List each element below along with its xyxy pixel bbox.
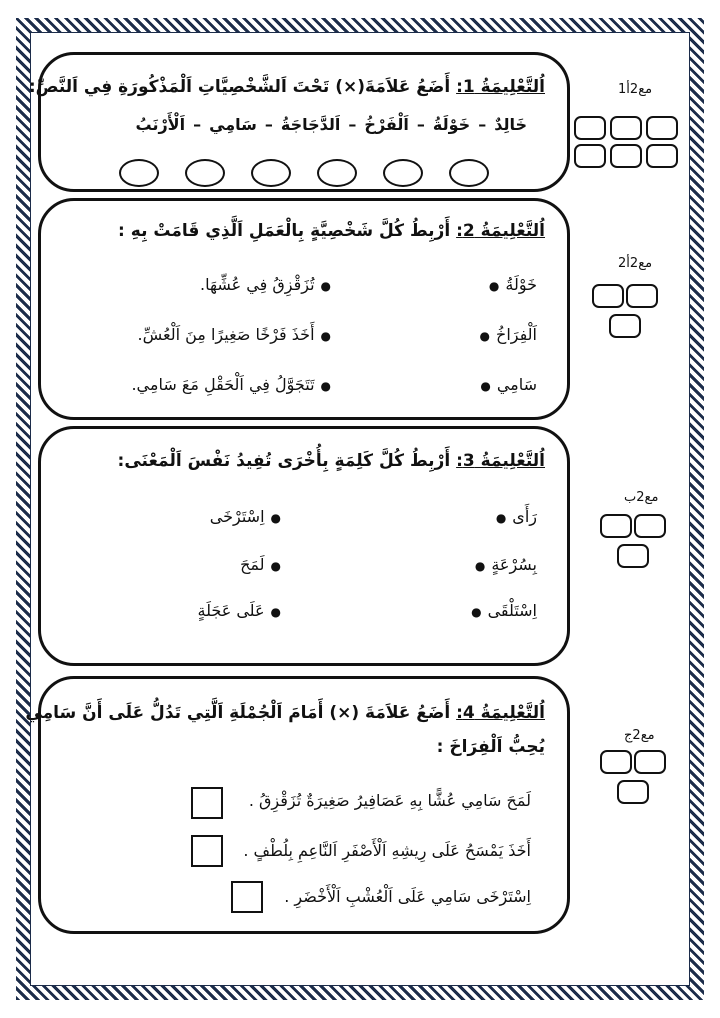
grading-cell[interactable] [600, 750, 632, 774]
exercise-2-panel [38, 198, 570, 420]
bullet-icon[interactable]: ● [471, 605, 482, 619]
match-text: لَمَحَ [240, 555, 265, 574]
character-names [136, 115, 528, 134]
match-right-item [240, 555, 287, 574]
bullet-icon[interactable]: ● [495, 511, 507, 525]
match-text: سَامِي [496, 375, 537, 394]
criterion-code: مع2أ1 [618, 82, 653, 97]
bullet-icon[interactable]: ● [320, 279, 331, 293]
character-name: خَالِدٌ [494, 115, 527, 134]
sentence-option: اِسْتَرْخَى سَامِي عَلَى اَلْعُشْبِ اَلْأَخْضَرِ . [284, 887, 531, 906]
criterion-code: مع2ب [624, 490, 659, 505]
match-left-item [465, 601, 537, 620]
grading-cell[interactable] [600, 514, 632, 538]
exercise-3-instruction: أَرْبِطُ كُلَّ كَلِمَةٍ بِأُخْرَى تُفِيدُ نَفْسَ اَلْمَعْنَى: [117, 451, 451, 471]
match-right-item [210, 507, 287, 526]
match-left-item [474, 375, 537, 394]
match-text: تُزَقْزِقُ فِي عُشِّهَا. [200, 275, 315, 294]
bullet-icon[interactable]: ● [480, 379, 491, 393]
criterion-code: مع2أ2 [618, 256, 653, 271]
match-text: اِسْتَلْقَى [487, 601, 537, 620]
name-separator: – [348, 115, 357, 134]
match-text: اِسْتَرْخَى [209, 507, 265, 526]
exercise-1-label: اُلتَّعْلِيمَةُ 1: [456, 77, 545, 97]
match-left-item [483, 275, 537, 294]
match-text: أَخَذَ فَرْخًا صَغِيرًا مِنَ اَلْعُشِّ. [137, 325, 315, 344]
match-right-item [131, 375, 337, 394]
exercise-1-title [29, 77, 545, 97]
match-text: خَوْلَةُ [505, 275, 537, 294]
grading-cell[interactable] [634, 514, 666, 538]
exercise-3-label: اُلتَّعْلِيمَةُ 3: [456, 451, 545, 471]
match-text: تَتَجَوَّلُ فِي اَلْحَقْلِ مَعَ سَامِي. [131, 375, 315, 394]
answer-checkbox[interactable] [191, 787, 223, 819]
exercise-4-title [25, 703, 545, 723]
match-text: عَلَى عَجَلَةٍ [197, 601, 265, 620]
answer-circles [119, 159, 489, 187]
bullet-icon[interactable]: ● [270, 511, 281, 525]
grading-cell[interactable] [574, 144, 606, 168]
grading-cell[interactable] [609, 314, 641, 338]
match-text: اَلْفِرَاخُ [495, 325, 537, 344]
answer-circle[interactable] [251, 159, 291, 187]
answer-circle[interactable] [383, 159, 423, 187]
exercise-1-instruction: أَضَعُ عَلاَمَةَ(×) تَحْتَ اَلشَّخْصِيَّاتِ اَلْمَذْكُورَةِ فِي اَلنَّصِّ: [28, 77, 451, 97]
exercise-1-panel [28, 52, 570, 192]
grading-cell[interactable] [610, 144, 642, 168]
bullet-icon[interactable]: ● [488, 279, 500, 293]
grading-cells [600, 750, 670, 812]
match-text: رَأَى [512, 507, 537, 526]
character-name: اَلْأَرْنَبُ [135, 115, 186, 134]
grading-cell[interactable] [634, 750, 666, 774]
bullet-icon[interactable]: ● [270, 559, 281, 573]
name-separator: – [264, 115, 273, 134]
match-right-item [198, 601, 288, 620]
name-separator: – [193, 115, 202, 134]
exercise-4-instruction-cont: يُحِبُّ اَلْفِرَاخَ : [436, 737, 545, 757]
exercise-3-title [118, 451, 545, 471]
criterion-code: مع2ج [624, 728, 655, 743]
grading-cell[interactable] [626, 284, 658, 308]
bullet-icon[interactable]: ● [320, 329, 331, 343]
exercise-4-instruction: أَضَعُ عَلاَمَةَ (×) أَمَامَ اَلْجُمْلَةِ اَلَّتِي تَدُلُّ عَلَى أَنَّ سَامِي [25, 703, 451, 723]
character-name: اَلدَّجَاجَةُ [280, 115, 341, 134]
answer-circle[interactable] [185, 159, 225, 187]
grading-cells [600, 514, 670, 576]
character-name: سَامِي [209, 115, 257, 134]
exercise-2-instruction: أَرْبِطُ كُلَّ شَخْصِيَّةٍ بِالْعَمَلِ اَلَّذِي قَامَتْ بِهِ : [118, 221, 451, 241]
character-name: خَوْلَةُ [432, 115, 471, 134]
exercise-4-panel [25, 676, 570, 934]
answer-circle[interactable] [119, 159, 159, 187]
exercise-3-panel [38, 426, 570, 666]
answer-circle[interactable] [317, 159, 357, 187]
bullet-icon[interactable]: ● [474, 559, 486, 573]
answer-circle[interactable] [449, 159, 489, 187]
grading-cell[interactable] [592, 284, 624, 308]
exercise-2-label: اُلتَّعْلِيمَةُ 2: [456, 221, 545, 241]
exercise-4-label: اُلتَّعْلِيمَةُ 4: [456, 703, 545, 723]
bullet-icon[interactable]: ● [479, 329, 490, 343]
grading-cell[interactable] [610, 116, 642, 140]
name-separator: – [416, 115, 425, 134]
grading-cell[interactable] [617, 544, 649, 568]
name-separator: – [478, 115, 487, 134]
match-right-item [138, 325, 337, 344]
grading-cells [574, 116, 684, 180]
grading-cells [592, 284, 662, 346]
match-text: بِسُرْعَةٍ [491, 555, 537, 574]
sentence-option: أَخَذَ يَمْسَحُ عَلَى رِيشِهِ اَلْأَصْفَرِ اَلنَّاعِمِ بِلُطْفٍ . [243, 841, 531, 860]
exercise-2-title [118, 221, 545, 241]
answer-checkbox[interactable] [231, 881, 263, 913]
match-left-item [474, 325, 538, 344]
grading-cell[interactable] [574, 116, 606, 140]
grading-cell[interactable] [617, 780, 649, 804]
answer-checkbox[interactable] [191, 835, 223, 867]
character-name: اَلْفَرْخُ [364, 115, 409, 134]
match-left-item [469, 555, 537, 574]
match-left-item [490, 507, 537, 526]
grading-cell[interactable] [646, 116, 678, 140]
match-right-item [200, 275, 337, 294]
grading-cell[interactable] [646, 144, 678, 168]
bullet-icon[interactable]: ● [270, 605, 281, 619]
sentence-option: لَمَحَ سَامِي عُشًّا بِهِ عَصَافِيرُ صَغِيرَةٌ تُزَقْزِقُ . [248, 791, 531, 810]
bullet-icon[interactable]: ● [320, 379, 331, 393]
